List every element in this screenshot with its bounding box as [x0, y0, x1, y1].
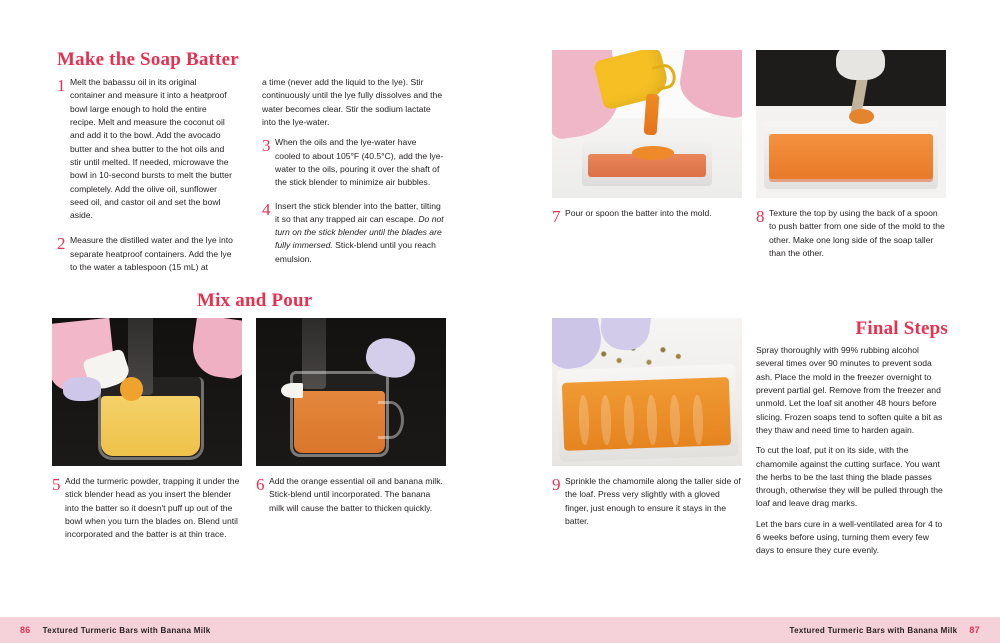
caption-5-row — [52, 475, 242, 542]
step-4 — [262, 200, 444, 267]
heading-mix-and-pour: Mix and Pour — [197, 290, 313, 311]
caption-7-text: Pour or spoon the batter into the mold. — [565, 208, 712, 218]
caption-9-row — [552, 475, 742, 528]
page-right — [500, 0, 1000, 643]
step-3 — [262, 136, 444, 189]
folio-left: 86 — [20, 625, 31, 635]
step-1 — [57, 76, 234, 222]
caption-6-number: 6 — [256, 475, 265, 494]
step-3-number: 3 — [262, 136, 271, 156]
photo-add-orange-oil — [256, 318, 446, 466]
step-4-text — [275, 200, 444, 267]
batter-column-1 — [57, 76, 234, 274]
running-head-left: Textured Turmeric Bars with Banana Milk — [42, 625, 211, 635]
step-4-number: 4 — [262, 199, 271, 219]
caption-7-number: 7 — [552, 207, 561, 226]
photo-sprinkle-chamomile — [552, 318, 742, 466]
final-steps-paragraph-2: To cut the loaf, put it on its side, with the chamomile against the cutting surface. You want the herbs to be the last thing the blade passes through, otherwise they will be pulled through the loaf and leave drag marks. — [756, 445, 943, 509]
step-1-text: Melt the babassu oil in its original container and measure it into a heatproof bowl large enough to hold the entire recipe. Melt and measure the coconut oil and add it to the bowl. Add the avocado butter and shea butter to the hot oils and stir until melted. If needed, microwave the bowl in 10-second bursts to melt the butter completely. Add the olive oil, sunflower seed oil, and castor oil and set the bowl aside. — [70, 77, 232, 221]
step-3-text: When the oils and the lye-water have cooled to about 105°F (40.5°C), add the lye-water to the oils, pouring it over the shaft of the stick blender to minimize air bubbles. — [275, 137, 444, 188]
step-2-number: 2 — [57, 234, 66, 254]
caption-5-text: Add the turmeric powder, trapping it under the stick blender head as you insert the blender into the batter so it doesn't puff up out of the bowl when you turn the blades on. Blend until incorporated and the batter is at thin trace. — [65, 476, 240, 540]
footer-left — [0, 617, 500, 643]
caption-8-row — [756, 207, 946, 260]
step-2 — [57, 234, 234, 274]
folio-right: 87 — [969, 625, 980, 635]
caption-6-row — [256, 475, 446, 515]
final-steps-text — [756, 344, 948, 558]
caption-step-7 — [552, 207, 742, 225]
caption-step-6 — [256, 475, 446, 515]
caption-5-number: 5 — [52, 475, 61, 494]
caption-7-row — [552, 207, 742, 225]
final-steps-paragraph-1: Spray thoroughly with 99% rubbing alcohol several times over 90 minutes to prevent soda ash. Place the mold in the freezer overnight to prevent partial gel. Remove from the freezer and unmold. Let the loaf sit another 48 hours before slicing. Frozen soaps tend to soften quite a bit as they thaw and need time to harden again. — [756, 345, 943, 435]
step-2-text-part-2: a time (never add the liquid to the lye). Stir continuously until the lye fully dissolves and the water becomes clear. Stir the sodium lactate into the lye-water. — [262, 77, 443, 127]
footer-right — [500, 617, 1000, 643]
heading-make-the-soap-batter: Make the Soap Batter — [57, 49, 239, 70]
caption-step-8 — [756, 207, 946, 260]
caption-8-text: Texture the top by using the back of a spoon to push batter from one side of the mold to the other. Make one long side of the soap taller than the other. — [769, 208, 945, 258]
caption-step-9 — [552, 475, 742, 528]
caption-9-text: Sprinkle the chamomile along the taller side of the loaf. Press very slightly with a gloved finger, just enough to ensure it stays in the batter. — [565, 476, 741, 526]
caption-9-number: 9 — [552, 475, 561, 494]
photo-pour-batter — [552, 50, 742, 198]
step-4-text-before: Insert the stick blender into the batter, tilting it so that any trapped air can escape. — [275, 200, 441, 224]
caption-6-text: Add the orange essential oil and banana milk. Stick-blend until incorporated. The banana milk will cause the batter to thicken quickly. — [269, 476, 443, 513]
running-head-right: Textured Turmeric Bars with Banana Milk — [789, 625, 958, 635]
step-4-text-italic: Do not turn on the stick blender until the blades are fully immersed. — [275, 213, 444, 251]
photo-texture-top — [756, 50, 946, 198]
final-steps-paragraph-3: Let the bars cure in a well-ventilated area for 4 to 6 weeks before using, turning them every few days to ensure they cure evenly. — [756, 518, 943, 556]
batter-column-2 — [262, 76, 444, 266]
caption-8-number: 8 — [756, 207, 765, 226]
step-1-number: 1 — [57, 76, 66, 95]
heading-final-steps: Final Steps — [855, 318, 948, 339]
step-2-text-part-1: Measure the distilled water and the lye into separate heatproof containers. Add the lye to the water a tablespoon (15 mL) at — [70, 235, 233, 273]
caption-step-5 — [52, 475, 242, 542]
photo-add-turmeric — [52, 318, 242, 466]
step-4-text-after: Stick-blend until you reach emulsion. — [275, 240, 436, 264]
